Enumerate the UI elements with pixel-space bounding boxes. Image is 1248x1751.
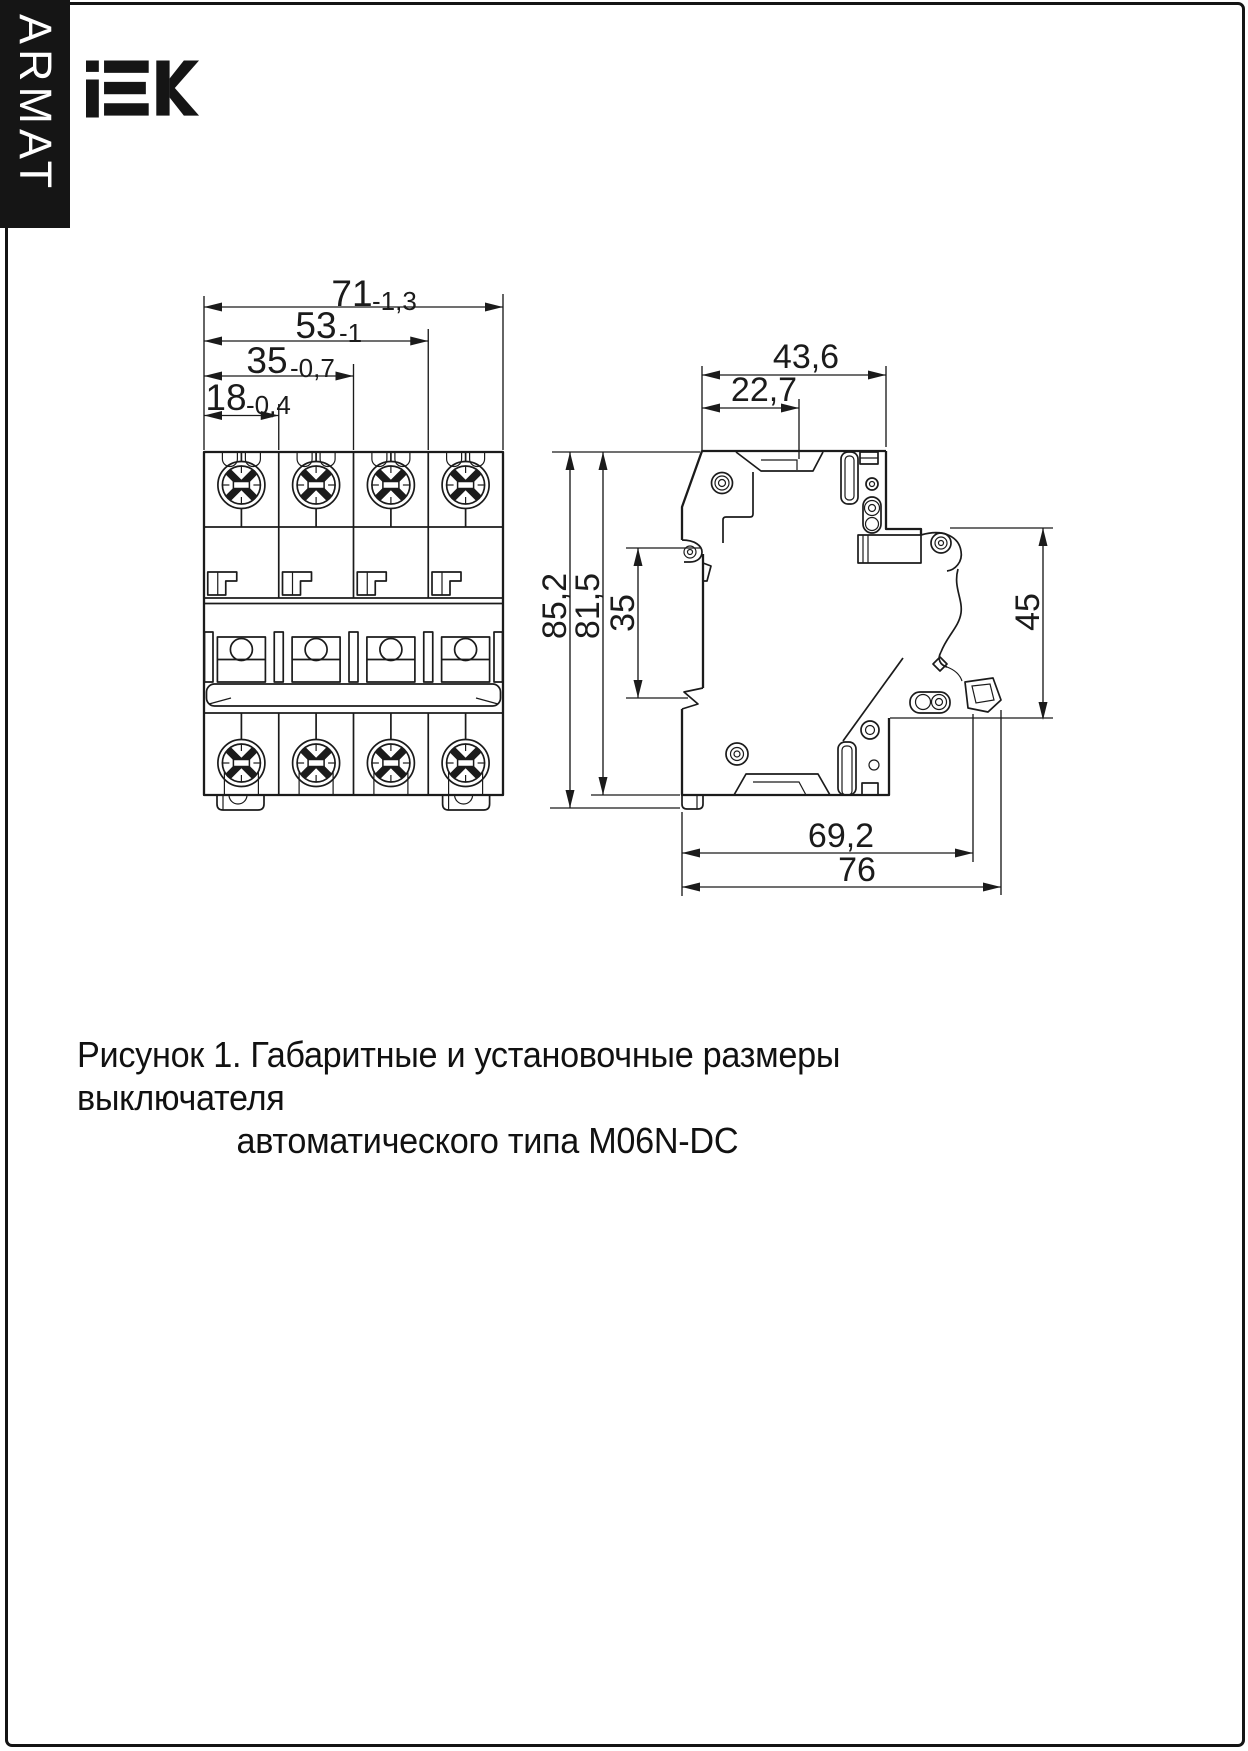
figure-caption-line2: автоматического типа М06N-DC [236,1120,739,1161]
dim-81-5 [569,452,608,795]
dim-18-tolerance: -0,4 [246,390,291,420]
dim-rail-35-value: 35 [604,594,642,632]
dim-69-2 [682,817,973,858]
dim-81-5-value: 81,5 [569,572,607,640]
dim-rail-35 [604,548,643,698]
front-din-feet [217,795,490,810]
figure-caption-line1: Рисунок 1. Габаритные и установочные размеры выключателя [77,1034,841,1118]
side-dimensions [536,338,1053,896]
dim-53-value: 53 [295,305,337,346]
front-latch-tabs [208,572,461,595]
dim-85-2-value: 85,2 [536,572,574,640]
figure-caption [77,1033,898,1162]
front-view-body [204,452,503,795]
dim-76 [682,851,1001,892]
dim-43-6-value: 43,6 [772,338,840,376]
dim-71-tolerance: -1,3 [372,286,417,316]
dim-35-tolerance: -0,7 [290,353,335,383]
front-toggles [205,632,503,682]
armat-vertical-label: ARMAT [10,14,61,194]
dim-53-tolerance: -1 [339,318,363,348]
side-lower-terminal [843,657,1001,741]
side-view-body [682,451,921,795]
dim-18-value: 18 [205,377,247,418]
dim-45-value: 45 [1009,593,1047,631]
dim-71 [204,273,503,316]
dim-22-7-value: 22,7 [730,371,798,409]
dim-45 [1009,528,1048,720]
dim-69-2-value: 69,2 [807,817,875,855]
side-upper-details [712,452,882,533]
dim-35-value: 35 [246,340,288,381]
front-dimensions [204,273,503,450]
side-view [536,338,1053,896]
front-view [204,273,503,810]
side-upper-terminal [858,533,961,667]
dim-71-value: 71 [331,273,373,314]
front-handle-tie-bar [207,684,501,706]
dim-76-value: 76 [838,851,876,889]
dim-18 [204,377,291,420]
